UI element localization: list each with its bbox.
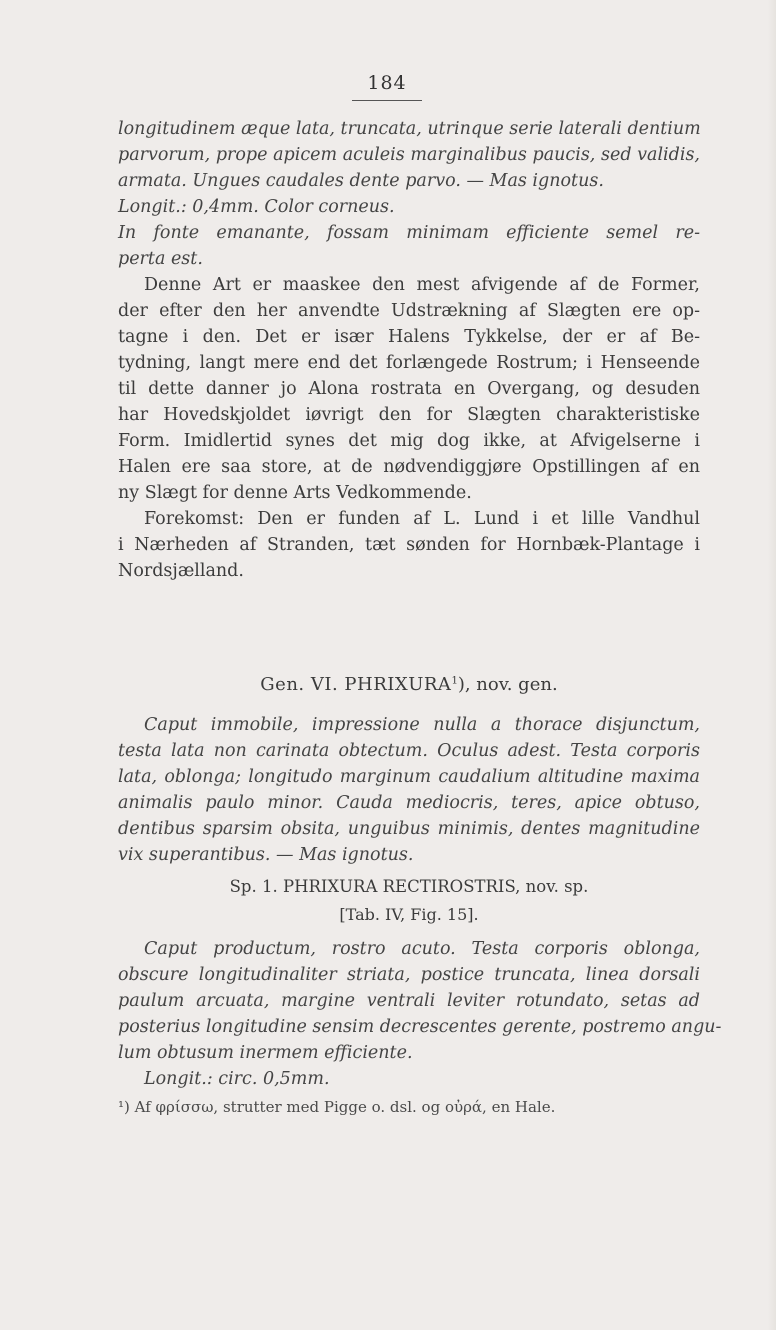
occurrence-paragraph [118, 506, 700, 584]
text-line: tagne i den. Det er især Halens Tykkelse, der er af Be- [118, 327, 700, 347]
discussion-paragraph [118, 272, 700, 506]
text-line: Caput productum, rostro acuto. Testa corporis oblonga, [144, 939, 700, 959]
footnote [118, 1094, 700, 1120]
text-line: Forekomst: Den er funden af L. Lund i et lille Vandhul [144, 509, 700, 529]
text-line: der efter den her anvendte Udstrækning af Slægten ere op- [118, 301, 700, 321]
plate-reference-text: [Tab. IV, Fig. 15]. [339, 905, 479, 924]
text-line: Caput immobile, impressione nulla a thorace disjunctum, [144, 715, 700, 735]
page-edge-shadow [768, 0, 776, 1330]
text-line: armata. Ungues caudales dente parvo. — Mas ignotus. [118, 171, 604, 191]
text-line: obscure longitudinaliter striata, postice truncata, linea dorsali [118, 965, 700, 985]
text-line: til dette danner jo Alona rostrata en Overgang, og desuden [118, 379, 700, 399]
footnote-text: ¹) Af φρίσσω, strutter med Pigge o. dsl. og οὐρά, en Hale. [118, 1098, 556, 1116]
text-line: har Hovedskjoldet iøvrigt den for Slægten charakteristiske [118, 405, 700, 425]
text-line: tydning, langt mere end det forlængede Rostrum; i Henseende [118, 353, 700, 373]
text-line: Longit.: 0,4mm. Color corneus. [118, 197, 395, 217]
text-line: dentibus sparsim obsita, unguibus minimis, dentes magnitudine [118, 819, 700, 839]
text-line: vix superantibus. — Mas ignotus. [118, 845, 414, 865]
text-line: ny Slægt for denne Arts Vedkommende. [118, 483, 472, 503]
genus-heading [118, 672, 700, 698]
species-heading-text: Sp. 1. PHRIXURA RECTIROSTRIS, nov. sp. [229, 877, 589, 896]
text-line: longitudinem æque lata, truncata, utrinque serie laterali dentium [118, 119, 701, 139]
text-line: parvorum, prope apicem aculeis marginalibus paucis, sed validis, [118, 145, 700, 165]
text-line: perta est. [118, 249, 203, 269]
text-line: testa lata non carinata obtectum. Oculus adest. Testa corporis [118, 741, 700, 761]
text-line: lum obtusum inermem efficiente. [118, 1043, 413, 1063]
text-line: Longit.: circ. 0,5mm. [144, 1069, 330, 1089]
text-line: Form. Imidlertid synes det mig dog ikke, at Afvigelserne i [118, 431, 700, 451]
footnote-mark: 1 [451, 675, 458, 687]
plate-reference [118, 902, 700, 928]
text-line: In fonte emanante, fossam minimam efficiente semel re- [118, 223, 700, 243]
latin-description-continued [118, 116, 700, 272]
page-number: 184 [352, 72, 422, 101]
genus-diagnosis [118, 712, 700, 868]
text-line: lata, oblonga; longitudo marginum caudalium altitudine maxima [118, 767, 700, 787]
text-line: Nordsjælland. [118, 561, 244, 581]
species-diagnosis [118, 936, 722, 1092]
text-line: paulum arcuata, margine ventrali leviter rotundato, setas ad [118, 991, 700, 1011]
text-line: i Nærheden af Stranden, tæt sønden for Hornbæk-Plantage i [118, 535, 700, 555]
genus-heading-text: Gen. VI. PHRIXURA [260, 674, 452, 695]
text-line: animalis paulo minor. Cauda mediocris, teres, apice obtuso, [118, 793, 700, 813]
species-heading [118, 874, 700, 900]
text-line: Halen ere saa store, at de nødvendiggjøre Opstillingen af en [118, 457, 700, 477]
text-line: posterius longitudine sensim decrescentes gerente, postremo angu- [118, 1017, 722, 1037]
text-line: Denne Art er maaskee den mest afvigende af de Former, [144, 275, 700, 295]
genus-heading-suffix: ), nov. gen. [457, 674, 558, 695]
